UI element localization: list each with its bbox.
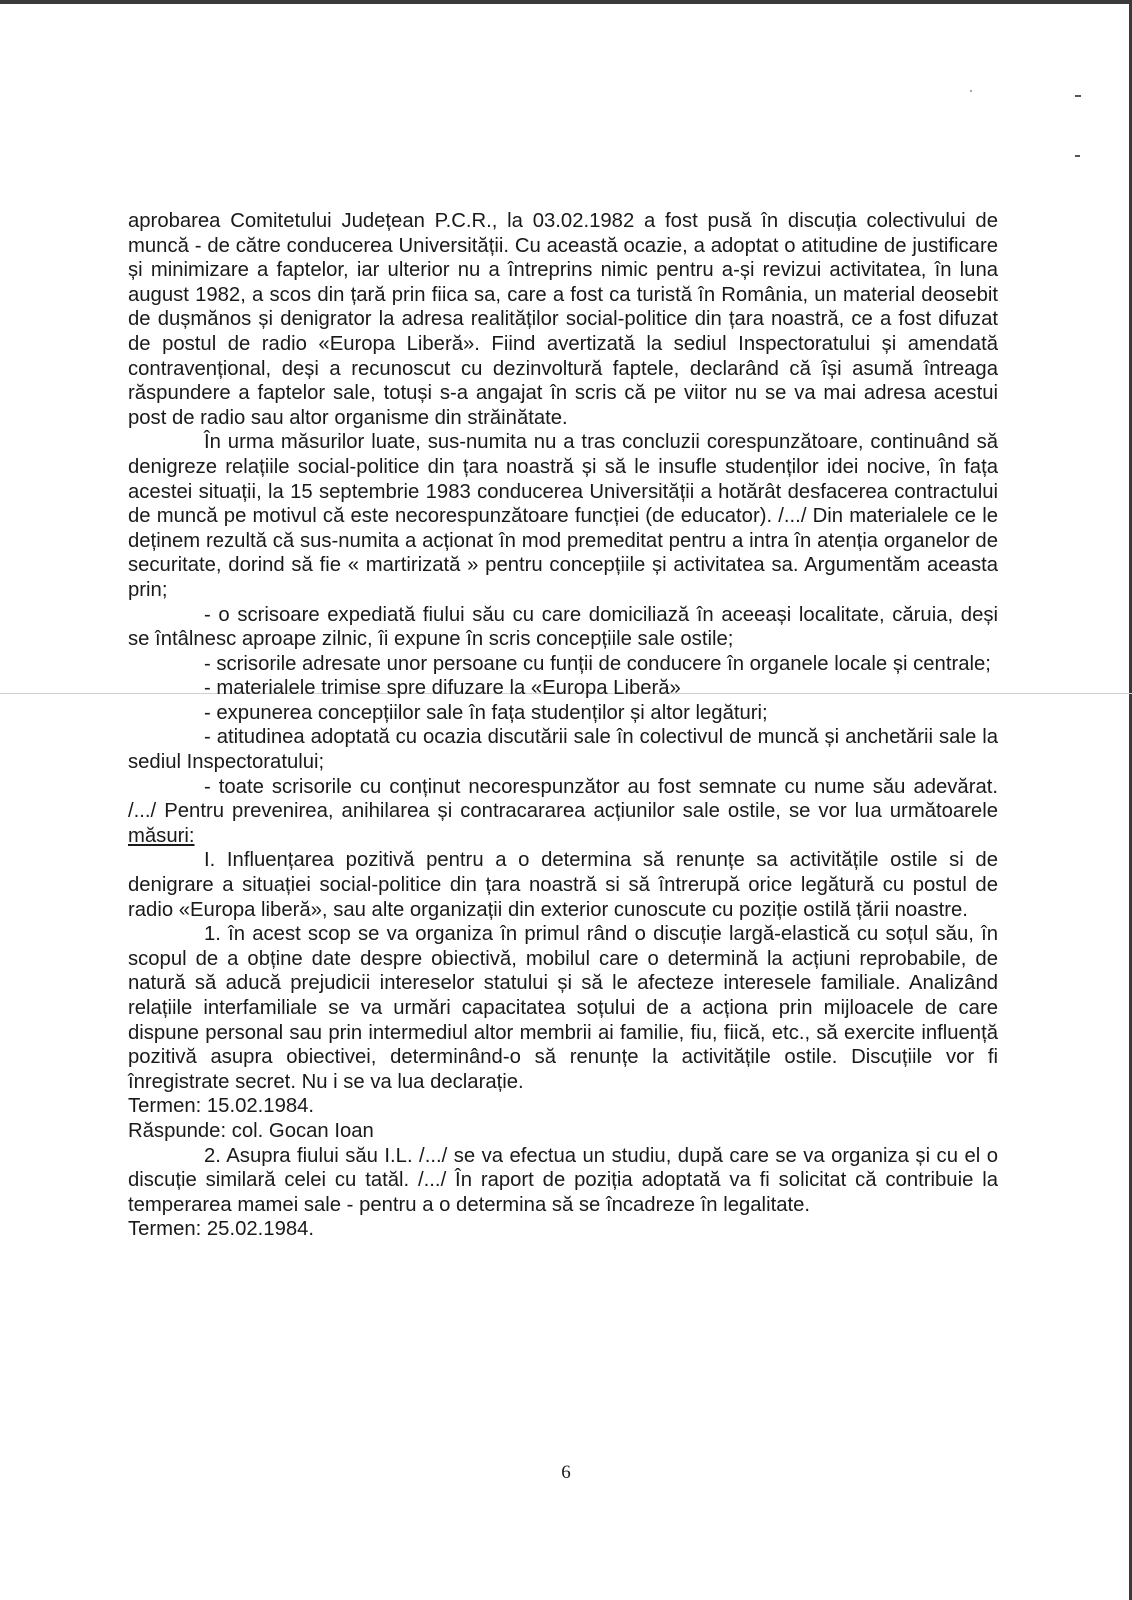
list-item: - materialele trimise spre difuzare la «Europa Liberă» xyxy=(204,677,681,700)
deadline-line: Termen: 15.02.1984. xyxy=(128,1095,315,1118)
deadline-line: Termen: 25.02.1984. xyxy=(128,1218,315,1241)
responsible-line: Răspunde: col. Gocan Ioan xyxy=(128,1119,374,1142)
paragraph-text: - toate scrisorile cu conținut necorespunzător au fost semnate cu nume său adevărat. /.../ Pentru prevenirea, anihilarea și contracararea acțiunilor sale ostile, se vor lua următoarele xyxy=(128,775,998,823)
paragraph: 2. Asupra fiului său I.L. /.../ se va efectua un studiu, după care se va organiza și cu el o discuție similară celei cu tatăl. /.../ În raport de poziția adoptată va fi solicitat că contribuie la temperarea mamei sale - pentru a o determina să se încadreze în legalitate. xyxy=(128,1144,998,1216)
scan-top-border xyxy=(0,0,1132,4)
scan-speck xyxy=(1075,155,1080,157)
list-item: - scrisorile adresate unor persoane cu funții de conducere în organele locale și centrale; xyxy=(204,652,991,675)
paragraph: I. Influențarea pozitivă pentru a o determina să renunțe sa activitățile ostile si de denigrare a situației social-politice din țara noastră si să întrerupă orice legătură cu postul de radio «Europa liberă», sau alte organizații din exterior cunoscute cu poziție ostilă țării noastre. xyxy=(128,849,998,921)
scan-speck xyxy=(970,90,972,92)
paragraph: În urma măsurilor luate, sus-numita nu a tras concluzii corespunzătoare, continuând să denigreze relațiile social-politice din țara noastră și să le insufle studenților idei nocive, în fața acestei situații, la 15 septembrie 1983 conducerea Universității a hotărât desfacerea contractului de muncă pe motivul că este necorespunzătoare funcției (de educator). /.../ Din materialele ce le deținem rezultă că sus-numita a acționat în mod premeditat pentru a intra în atenția organelor de securitate, dorind să fie « martirizată » pentru concepțiile și activitatea sa. Argumentăm aceasta prin; xyxy=(128,431,998,601)
paragraph: aprobarea Comitetului Județean P.C.R., la 03.02.1982 a fost pusă în discuția colectivului de muncă - de către conducerea Universității. Cu această ocazie, a adoptat o atitudine de justificare și minimizare a faptelor, iar ulterior nu a întreprins nimic pentru a-și revizui activitatea, în luna august 1982, a scos din țară prin fiica sa, care a fost ca turistă în România, un material deosebit de dușmănos și denigrator la adresa realităților social-politice din țara noastră, ce a fost difuzat de postul de radio «Europa Liberă». Fiind avertizată la sediul Inspectoratului și amendată contravențional, deși a recunoscut cu dezinvoltură faptele, declarând că își asumă întreaga răspundere a faptelor sale, totuși s-a angajat în scris că pe viitor nu se va mai adresa acestui post de radio sau altor organisme din străinătate. xyxy=(128,210,998,429)
list-item: - o scrisoare expediată fiului său cu care domiciliază în aceeași localitate, căruia, deși se întâlnesc aproape zilnic, îi expune în scris concepțiile sale ostile; xyxy=(128,603,998,651)
list-item: - expunerea concepțiilor sale în fața studenților și altor legături; xyxy=(204,701,768,724)
underlined-heading: măsuri: xyxy=(128,824,195,847)
list-item: - atitudinea adoptată cu ocazia discutării sale în colectivul de muncă și anchetării sale la sediul Inspectoratului; xyxy=(128,726,998,774)
page-number: 6 xyxy=(561,1462,571,1483)
document-body xyxy=(128,209,998,1242)
list-item xyxy=(128,775,998,849)
scan-speck xyxy=(1075,95,1081,97)
paragraph: 1. în acest scop se va organiza în primul rând o discuție largă-elastică cu soțul său, în scopul de a obține date despre obiectivă, mobilul care o determină la acțiuni reprobabile, de natură să aducă prejudicii intereselor statului și să le afecteze interesele familiale. Analizând relațiile interfamiliale se va urmări capacitatea soțului de a acționa prin mijloacele de care dispune personal sau prin intermediul altor membrii ai familie, fiu, fiică, etc., să exercite influență pozitivă asupra obiectivei, determinând-o să renunțe la activitățile ostile. Discuțiile vor fi înregistrate secret. Nu i se va lua declarație. xyxy=(128,923,998,1093)
